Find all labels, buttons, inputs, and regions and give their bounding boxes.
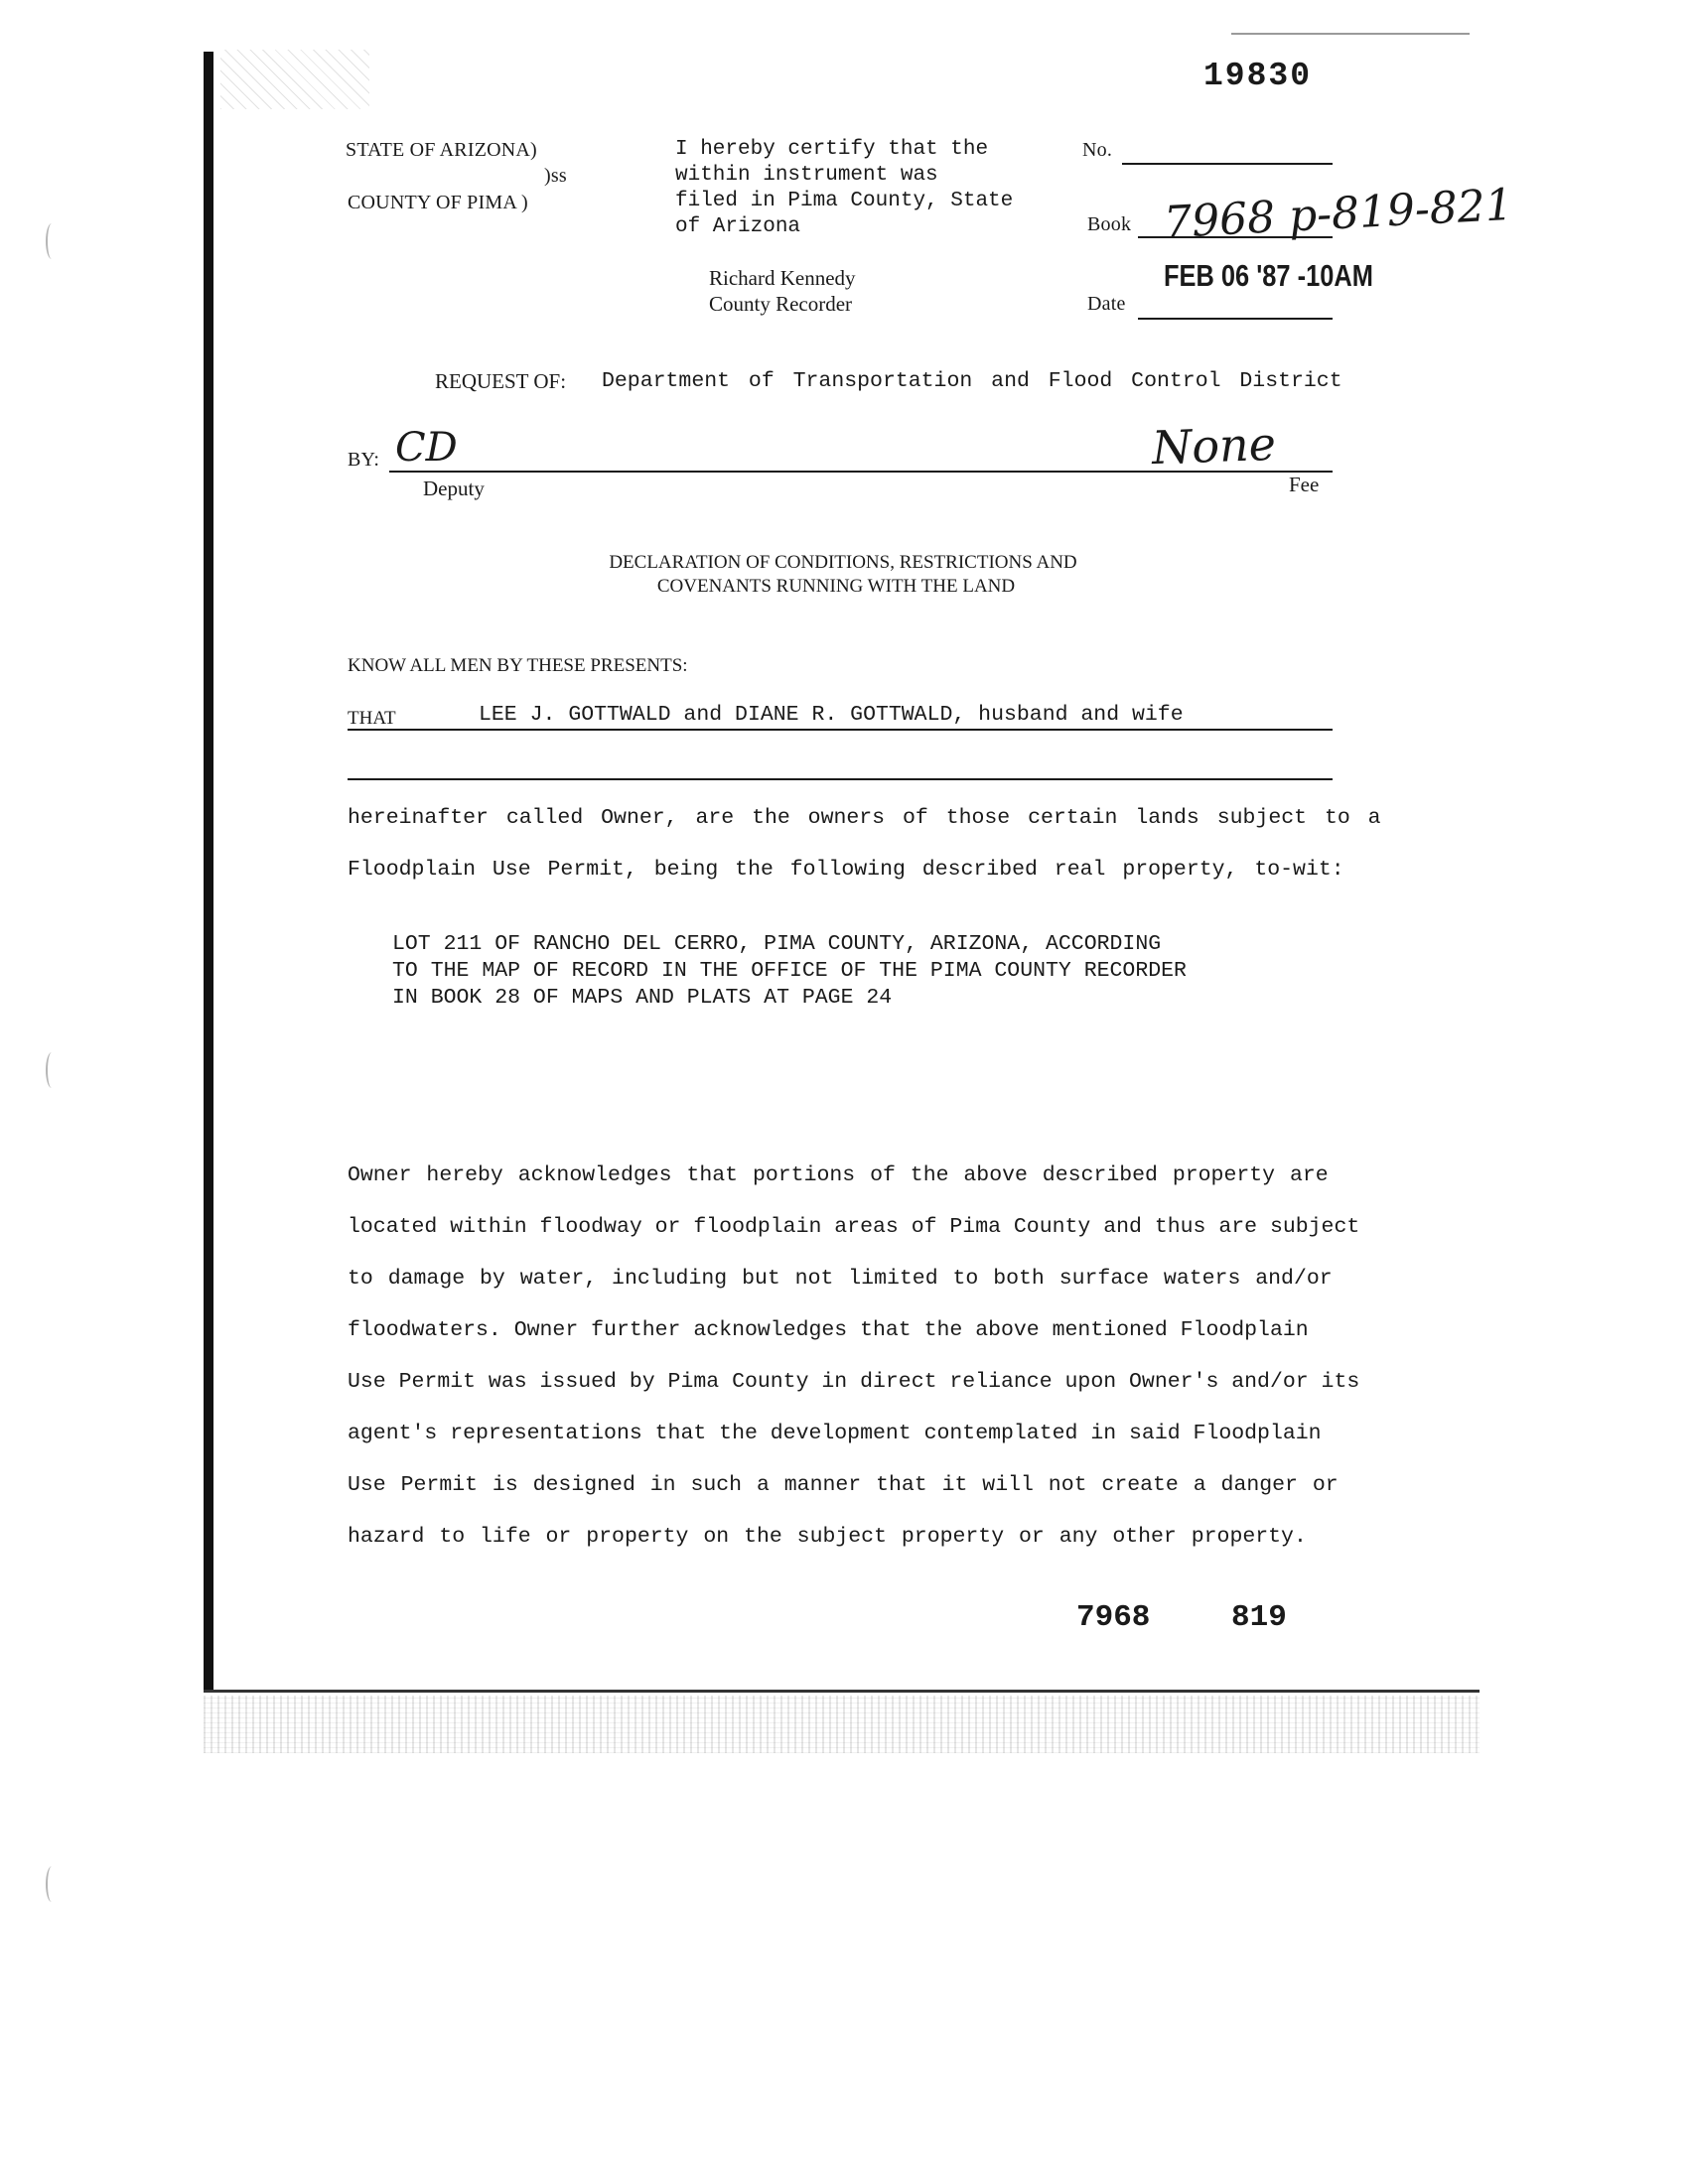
footer-book-number: 7968 bbox=[1076, 1600, 1151, 1635]
date-label: Date bbox=[1087, 293, 1126, 315]
footer-page-number: 819 bbox=[1231, 1600, 1287, 1635]
no-label: No. bbox=[1082, 139, 1113, 161]
certification-line: of Arizona bbox=[675, 215, 801, 238]
that-underline bbox=[348, 729, 1333, 731]
legal-description-line: TO THE MAP OF RECORD IN THE OFFICE OF THE PIMA COUNTY RECORDER bbox=[392, 959, 1187, 983]
legal-description-line: IN BOOK 28 OF MAPS AND PLATS AT PAGE 24 bbox=[392, 986, 893, 1010]
ss-label: )ss bbox=[544, 165, 567, 187]
acknowledgement-line: to damage by water, including but not limited to both surface waters and/or bbox=[348, 1267, 1333, 1291]
fee-handwritten: None bbox=[1151, 416, 1277, 476]
certification-line: filed in Pima County, State bbox=[675, 190, 1014, 212]
scan-top-rule bbox=[1231, 33, 1470, 35]
blank-fill-line bbox=[348, 778, 1333, 780]
document-number: 19830 bbox=[1203, 58, 1313, 94]
acknowledgement-line: Owner hereby acknowledges that portions of the above described property are bbox=[348, 1163, 1329, 1187]
deputy-label: Deputy bbox=[423, 477, 485, 500]
no-underline bbox=[1122, 163, 1333, 165]
punch-hole-mark bbox=[46, 223, 58, 259]
acknowledgement-line: floodwaters. Owner further acknowledges that the above mentioned Floodplain bbox=[348, 1318, 1309, 1342]
punch-hole-mark bbox=[46, 1866, 58, 1902]
fee-label: Fee bbox=[1289, 473, 1320, 496]
document-title-line-2: COVENANTS RUNNING WITH THE LAND bbox=[656, 576, 1016, 597]
document-title-line-1: DECLARATION OF CONDITIONS, RESTRICTIONS AND bbox=[609, 552, 1077, 573]
acknowledgement-line: Use Permit is designed in such a manner that it will not create a danger or bbox=[348, 1473, 1339, 1497]
recorder-name: Richard Kennedy bbox=[709, 266, 856, 290]
book-label: Book bbox=[1087, 213, 1132, 235]
date-underline bbox=[1138, 318, 1333, 320]
that-label: THAT bbox=[348, 708, 396, 729]
request-of-label: REQUEST OF: bbox=[435, 369, 567, 393]
owner-paragraph-line: Floodplain Use Permit, being the following described real property, to-wit: bbox=[348, 858, 1344, 882]
know-all-heading: KNOW ALL MEN BY THESE PRESENTS: bbox=[348, 655, 688, 676]
binding-edge-bar bbox=[204, 52, 213, 1690]
county-label: COUNTY OF PIMA ) bbox=[348, 192, 528, 213]
scan-bottom-rule bbox=[204, 1690, 1480, 1693]
book-page-handwritten: 7968 p-819-821 bbox=[1162, 179, 1514, 249]
scan-noise-top-left bbox=[220, 50, 369, 109]
scan-noise-bottom bbox=[204, 1696, 1480, 1753]
punch-hole-mark bbox=[46, 1052, 58, 1088]
acknowledgement-line: located within floodway or floodplain areas of Pima County and thus are subject bbox=[348, 1215, 1360, 1239]
by-label: BY: bbox=[348, 449, 380, 471]
deputy-signature: CD bbox=[395, 425, 458, 471]
acknowledgement-line: agent's representations that the development contemplated in said Floodplain bbox=[348, 1422, 1322, 1445]
owner-paragraph-line: hereinafter called Owner, are the owners of those certain lands subject to a bbox=[348, 806, 1381, 830]
state-label: STATE OF ARIZONA) bbox=[346, 139, 537, 161]
request-of-value: Department of Transportation and Flood Control District bbox=[602, 369, 1342, 393]
acknowledgement-line: Use Permit was issued by Pima County in direct reliance upon Owner's and/or its bbox=[348, 1370, 1360, 1394]
acknowledgement-line: hazard to life or property on the subject property or any other property. bbox=[348, 1525, 1307, 1549]
certification-line: I hereby certify that the bbox=[675, 138, 989, 161]
legal-description-line: LOT 211 OF RANCHO DEL CERRO, PIMA COUNTY, ARIZONA, ACCORDING bbox=[392, 932, 1162, 956]
certification-line: within instrument was bbox=[675, 164, 938, 187]
recorder-title: County Recorder bbox=[709, 292, 853, 316]
owners-names: LEE J. GOTTWALD and DIANE R. GOTTWALD, husband and wife bbox=[479, 703, 1184, 727]
recording-date-stamp: FEB 06 '87 -10AM bbox=[1164, 258, 1373, 293]
